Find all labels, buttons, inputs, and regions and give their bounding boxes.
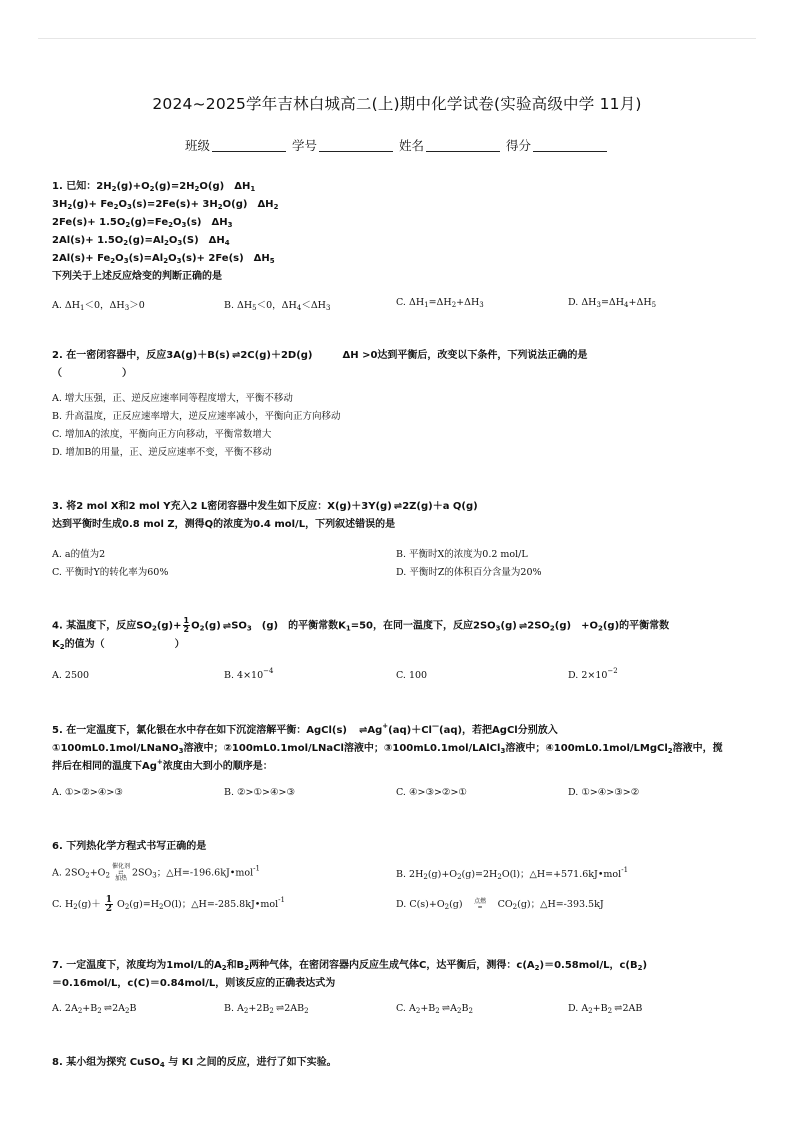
q5-option-a[interactable]: A. ①>②>④>③: [52, 787, 123, 798]
q1-line-3: $2Fe(s)+ 1.5O_2(g)=Fe_2O_3(s)$ $\Delta H_3$: [52, 217, 233, 229]
score-label: 得分: [505, 138, 531, 153]
q4-option-d[interactable]: D. $2\times 10^{-2}$: [568, 667, 618, 681]
question-2: [52, 347, 752, 383]
q1-ask: 下列关于上述反应焓变的判断正确的是: [52, 271, 222, 282]
q6-option-a[interactable]: A. $2SO_2+O_2$催化剂 ⇄ 加热 $2SO_3$；△H=-196.6kJ•mol$^{-1}$: [52, 863, 260, 882]
q7-option-a[interactable]: A. $2A_2+B_2$ ⇌ $2A_2B$: [52, 1003, 137, 1015]
q2-stem: 2. 在一密闭容器中，反应3A(g)＋B(s) ⇌ 2C(g)＋2D(g) ΔH >0达到平衡后，改变以下条件，下列说法正确的是: [52, 347, 752, 365]
q2-option-b[interactable]: B. 升高温度，正反应速率增大，逆反应速率减小，平衡向正方向移动: [52, 411, 341, 422]
q5-line-3: 拌后在相同的温度下Ag+浓度由大到小的顺序是：: [52, 758, 273, 772]
q4-option-b[interactable]: B. $4\times 10^{-4}$: [224, 667, 274, 681]
q3-stem-2: 达到平衡时生成0.8 mol Z，测得Q的浓度为0.4 mol/L，下列叙述错误的是: [52, 519, 396, 530]
q3-option-d[interactable]: D. 平衡时Z的体积百分含量为20%: [396, 567, 542, 578]
top-divider: [38, 38, 756, 39]
catalyst-arrow-icon: 催化剂 ⇄ 加热: [111, 863, 130, 882]
q7-stem: 7. 一定温度下，浓度均为1mol/L的$A_2$和$B_2$两种气体，在密闭容器内反应生成气体C，达平衡后，测得：$c(A_2)=0.58mol/L$，$c(B_2)$: [52, 960, 648, 972]
question-7: [52, 957, 752, 993]
question-4: [52, 617, 752, 654]
q3-stem: 3. 将2 mol X和2 mol Y充入2 L密闭容器中发生如下反应：X(g)＋3Y(g) ⇌ 2Z(g)＋a Q(g): [52, 498, 752, 516]
q2-option-d[interactable]: D. 增加B的用量，正、逆反应速率不变，平衡不移动: [52, 447, 272, 458]
q4-option-a[interactable]: A. 2500: [52, 670, 90, 681]
class-blank[interactable]: [212, 139, 286, 152]
question-8: [52, 1054, 752, 1072]
q1-line-2: $3H_2(g)+ Fe_2O_3(s)=2Fe(s)+ 3H_2O(g)$ $\Delta H_2$: [52, 199, 279, 211]
q6-option-c[interactable]: C. $H_2(g)+$ $\frac{1}{2}$ $O_2(g)=H_2O(l)$；△H=-285.8kJ•mol$^{-1}$: [52, 895, 285, 914]
question-1: [52, 178, 752, 286]
q2-option-a[interactable]: A. 增大压强，正、逆反应速率同等程度增大，平衡不移动: [52, 393, 293, 404]
name-label: 姓名: [398, 138, 424, 153]
q5-option-d[interactable]: D. ①>④>③>②: [568, 787, 640, 798]
q1-option-a[interactable]: A. $\Delta H_1<0$，$\Delta H_3>0$: [52, 300, 145, 312]
ignite-arrow-icon: 点燃 ═: [474, 897, 487, 911]
q1-option-d[interactable]: D. $\Delta H_3=\Delta H_4+\Delta H_5$: [568, 297, 657, 309]
q6-options: [52, 862, 752, 922]
score-blank[interactable]: [533, 139, 607, 152]
q5-option-c[interactable]: C. ④>③>②>①: [396, 787, 467, 798]
q7-option-d[interactable]: D. $A_2+B_2$ ⇌ 2AB: [568, 1003, 643, 1015]
q3-options: [52, 546, 752, 586]
q7-stem-2: ＝0.16mol/L，c(C)＝0.84mol/L，则该反应的正确表达式为: [52, 978, 336, 989]
q8-stem: 8. 某小组为探究 CuSO$_4$ 与 KI 之间的反应，进行了如下实验。: [52, 1057, 337, 1069]
question-6: [52, 838, 752, 856]
class-label: 班级: [184, 138, 210, 153]
student-info-line: [0, 136, 794, 154]
equilibrium-arrow-icon: ⇌: [231, 350, 239, 361]
q1-line-1: 1. 已知：$2H_2(g)+O_2(g)=2H_2O(g)$ $\Delta H_1$: [52, 181, 256, 193]
q6-stem: 6. 下列热化学方程式书写正确的是: [52, 841, 207, 852]
q5-option-b[interactable]: B. ②>①>④>③: [224, 787, 295, 798]
q2-option-c[interactable]: C. 增加A的浓度，平衡向正方向移动，平衡常数增大: [52, 429, 272, 440]
name-blank[interactable]: [426, 139, 500, 152]
question-3: [52, 498, 752, 534]
q4-stem-2: $K_2$的值为（ ）: [52, 638, 185, 651]
q3-option-b[interactable]: B. 平衡时X的浓度为0.2 mol/L: [396, 549, 528, 560]
q5-line-2: ①100mL0.1mol/LNaNO$_3$溶液中；②100mL0.1mol/LNaCl溶液中；③100mL0.1mol/LAlCl$_3$溶液中；④100mL0.1mol/LMgCl$_2$溶液中，搅: [52, 743, 723, 755]
q4-option-c[interactable]: C. 100: [396, 670, 428, 681]
q1-line-4: $2Al(s)+ 1.5O_2(g)=Al_2O_3(S)$ $\Delta H_4$: [52, 235, 230, 247]
q1-line-5: $2Al(s)+ Fe_2O_3(s)=Al_2O_3(s)+ 2Fe(s)$ $\Delta H_5$: [52, 253, 275, 265]
q6-option-b[interactable]: B. $2H_2(g)+O_2(g)=2H_2O(l)$；△H=+571.6kJ•mol$^{-1}$: [396, 866, 629, 881]
q7-option-c[interactable]: C. $A_2+B_2$ ⇌ $A_2B_2$: [396, 1003, 473, 1015]
q5-stem: 5. 在一定温度下，氯化银在水中存在如下沉淀溶解平衡：AgCl(s) ⇌ Ag+(aq)＋Cl—(aq)，若把AgCl分别放入: [52, 722, 558, 736]
q1-option-b[interactable]: B. $\Delta H_5<0$，$\Delta H_4<\Delta H_3$: [224, 300, 331, 312]
equilibrium-arrow-icon: ⇌: [393, 501, 401, 512]
q7-option-b[interactable]: B. $A_2+2B_2$ ⇌ $2AB_2$: [224, 1003, 309, 1015]
page-title: 2024~2025学年吉林白城高二(上)期中化学试卷(实验高级中学 11月): [152, 95, 642, 113]
question-5: [52, 722, 752, 776]
id-label: 学号: [291, 138, 317, 153]
id-blank[interactable]: [319, 139, 393, 152]
q4-stem: 4. 某温度下，反应$SO_2(g)+$ $\frac{1}{2}$ $O_2(g)$ ⇌ $SO_3$ (g) 的平衡常数$K_1=50$，在同一温度下，反应$2SO_3(g)$ ⇌ $2SO_2(g)$ $+O_2(g)$的平衡常数: [52, 616, 670, 634]
q2-paren: （ ）: [52, 368, 132, 379]
q2-options: [52, 390, 752, 462]
q1-option-c[interactable]: C. $\Delta H_1=\Delta H_2+\Delta H_3$: [396, 297, 484, 309]
q3-option-a[interactable]: A. a的值为2: [52, 549, 106, 560]
q6-option-d[interactable]: D. $C(s)+O_2(g)$ 点燃 ═ $CO_2(g)$；△H=-393.5kJ: [396, 897, 604, 911]
q3-option-c[interactable]: C. 平衡时Y的转化率为60%: [52, 567, 169, 578]
